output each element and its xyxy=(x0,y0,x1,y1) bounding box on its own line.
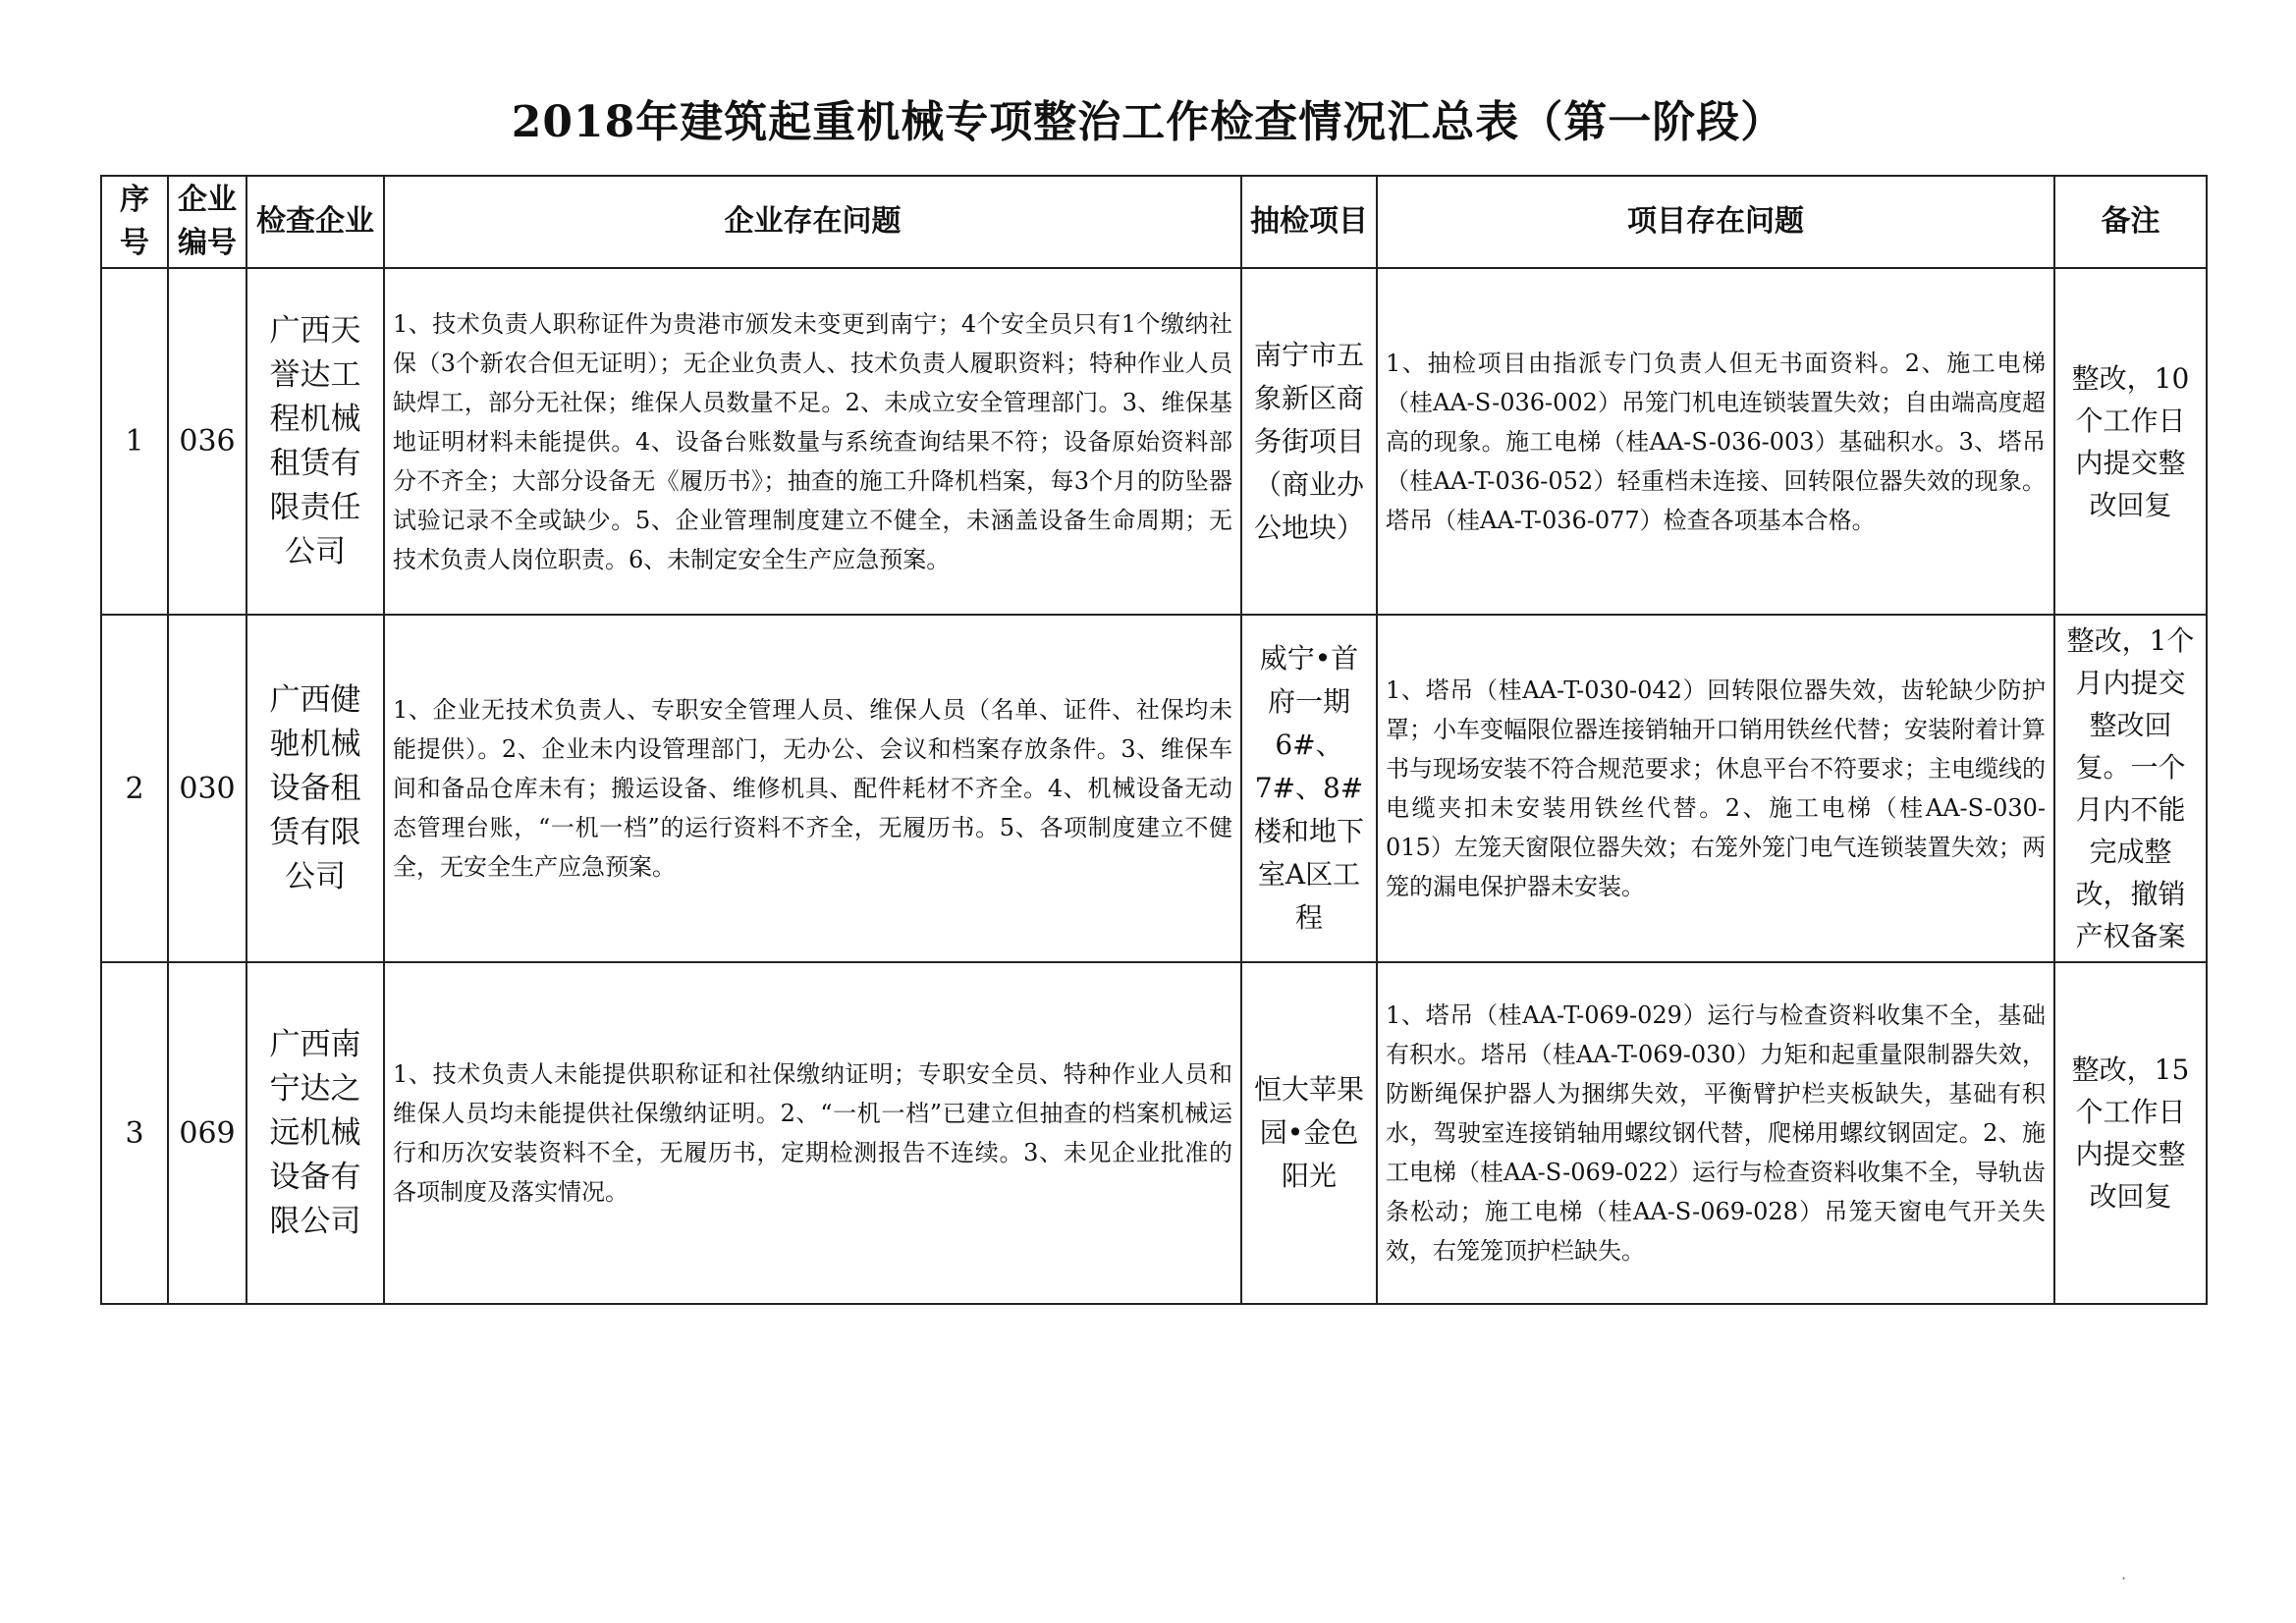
company-code: 036 xyxy=(168,268,246,615)
header-remark: 备注 xyxy=(2054,176,2207,268)
remark: 整改，10个工作日内提交整改回复 xyxy=(2054,268,2207,615)
remark: 整改，15个工作日内提交整改回复 xyxy=(2054,962,2207,1304)
company-code: 069 xyxy=(168,962,246,1304)
company-name: 广西健驰机械设备租赁有限公司 xyxy=(246,615,384,962)
company-name: 广西天誉达工程机械租赁有限责任公司 xyxy=(246,268,384,615)
header-company: 检查企业 xyxy=(246,176,384,268)
company-code: 030 xyxy=(168,615,246,962)
inspected-project: 恒大苹果园•金色阳光 xyxy=(1241,962,1377,1304)
header-company-issues: 企业存在问题 xyxy=(384,176,1241,268)
company-issues: 1、技术负责人未能提供职称证和社保缴纳证明；专职安全员、特种作业人员和维保人员均未能提供社保缴纳证明。2、“一机一档”已建立但抽查的档案机械运行和历次安装资料不全，无履历书，定期检测报告不连续。3、未见企业批准的各项制度及落实情况。 xyxy=(384,962,1241,1304)
table-row xyxy=(101,962,2207,1304)
company-name: 广西南宁达之远机械设备有限公司 xyxy=(246,962,384,1304)
row-index: 3 xyxy=(101,962,168,1304)
table-row xyxy=(101,615,2207,962)
inspection-summary-table xyxy=(100,175,2208,1305)
company-issues: 1、企业无技术负责人、专职安全管理人员、维保人员（名单、证件、社保均未能提供）。2、企业未内设管理部门，无办公、会议和档案存放条件。3、维保车间和备品仓库未有；搬运设备、维修机具、配件耗材不齐全。4、机械设备无动态管理台账，“一机一档”的运行资料不齐全，无履历书。5、各项制度建立不健全，无安全生产应急预案。 xyxy=(384,615,1241,962)
row-index: 1 xyxy=(101,268,168,615)
remark: 整改，1个月内提交整改回复。一个月内不能完成整改，撤销产权备案 xyxy=(2054,615,2207,962)
row-index: 2 xyxy=(101,615,168,962)
project-issues: 1、塔吊（桂AA-T-069-029）运行与检查资料收集不全，基础有积水。塔吊（桂AA-T-069-030）力矩和起重量限制器失效，防断绳保护器人为捆绑失效，平衡臂护栏夹板缺失，基础有积水，驾驶室连接销轴用螺纹钢代替，爬梯用螺纹钢固定。2、施工电梯（桂AA-S-069-022）运行与检查资料收集不全，导轨齿条松动；施工电梯（桂AA-S-069-028）吊笼天窗电气开关失效，右笼笼顶护栏缺失。 xyxy=(1377,962,2054,1304)
header-project: 抽检项目 xyxy=(1241,176,1377,268)
scan-mark: · xyxy=(2121,1569,2127,1588)
table-header-row xyxy=(101,176,2207,268)
company-issues: 1、技术负责人职称证件为贵港市颁发未变更到南宁；4个安全员只有1个缴纳社保（3个新农合但无证明）；无企业负责人、技术负责人履职资料；特种作业人员缺焊工，部分无社保；维保人员数量不足。2、未成立安全管理部门。3、维保基地证明材料未能提供。4、设备台账数量与系统查询结果不符；设备原始资料部分不齐全；大部分设备无《履历书》；抽查的施工升降机档案，每3个月的防坠器试验记录不全或缺少。5、企业管理制度建立不健全，未涵盖设备生命周期；无技术负责人岗位职责。6、未制定安全生产应急预案。 xyxy=(384,268,1241,615)
header-index: 序号 xyxy=(101,176,168,268)
header-company-code: 企业编号 xyxy=(168,176,246,268)
project-issues: 1、抽检项目由指派专门负责人但无书面资料。2、施工电梯（桂AA-S-036-002）吊笼门机电连锁装置失效；自由端高度超高的现象。施工电梯（桂AA-S-036-003）基础积水。3、塔吊（桂AA-T-036-052）轻重档未连接、回转限位器失效的现象。塔吊（桂AA-T-036-077）检查各项基本合格。 xyxy=(1377,268,2054,615)
header-project-issues: 项目存在问题 xyxy=(1377,176,2054,268)
inspected-project: 南宁市五象新区商务街项目（商业办公地块） xyxy=(1241,268,1377,615)
table-row xyxy=(101,268,2207,615)
inspected-project: 威宁•首府一期6#、7#、8#楼和地下室A区工程 xyxy=(1241,615,1377,962)
page-title: 2018年建筑起重机械专项整治工作检查情况汇总表（第一阶段） xyxy=(511,97,1785,147)
project-issues: 1、塔吊（桂AA-T-030-042）回转限位器失效，齿轮缺少防护罩；小车变幅限位器连接销轴开口销用铁丝代替；安装附着计算书与现场安装不符合规范要求；休息平台不符要求；主电缆线的电缆夹扣未安装用铁丝代替。2、施工电梯（桂AA-S-030-015）左笼天窗限位器失效；右笼外笼门电气连锁装置失效；两笼的漏电保护器未安装。 xyxy=(1377,615,2054,962)
